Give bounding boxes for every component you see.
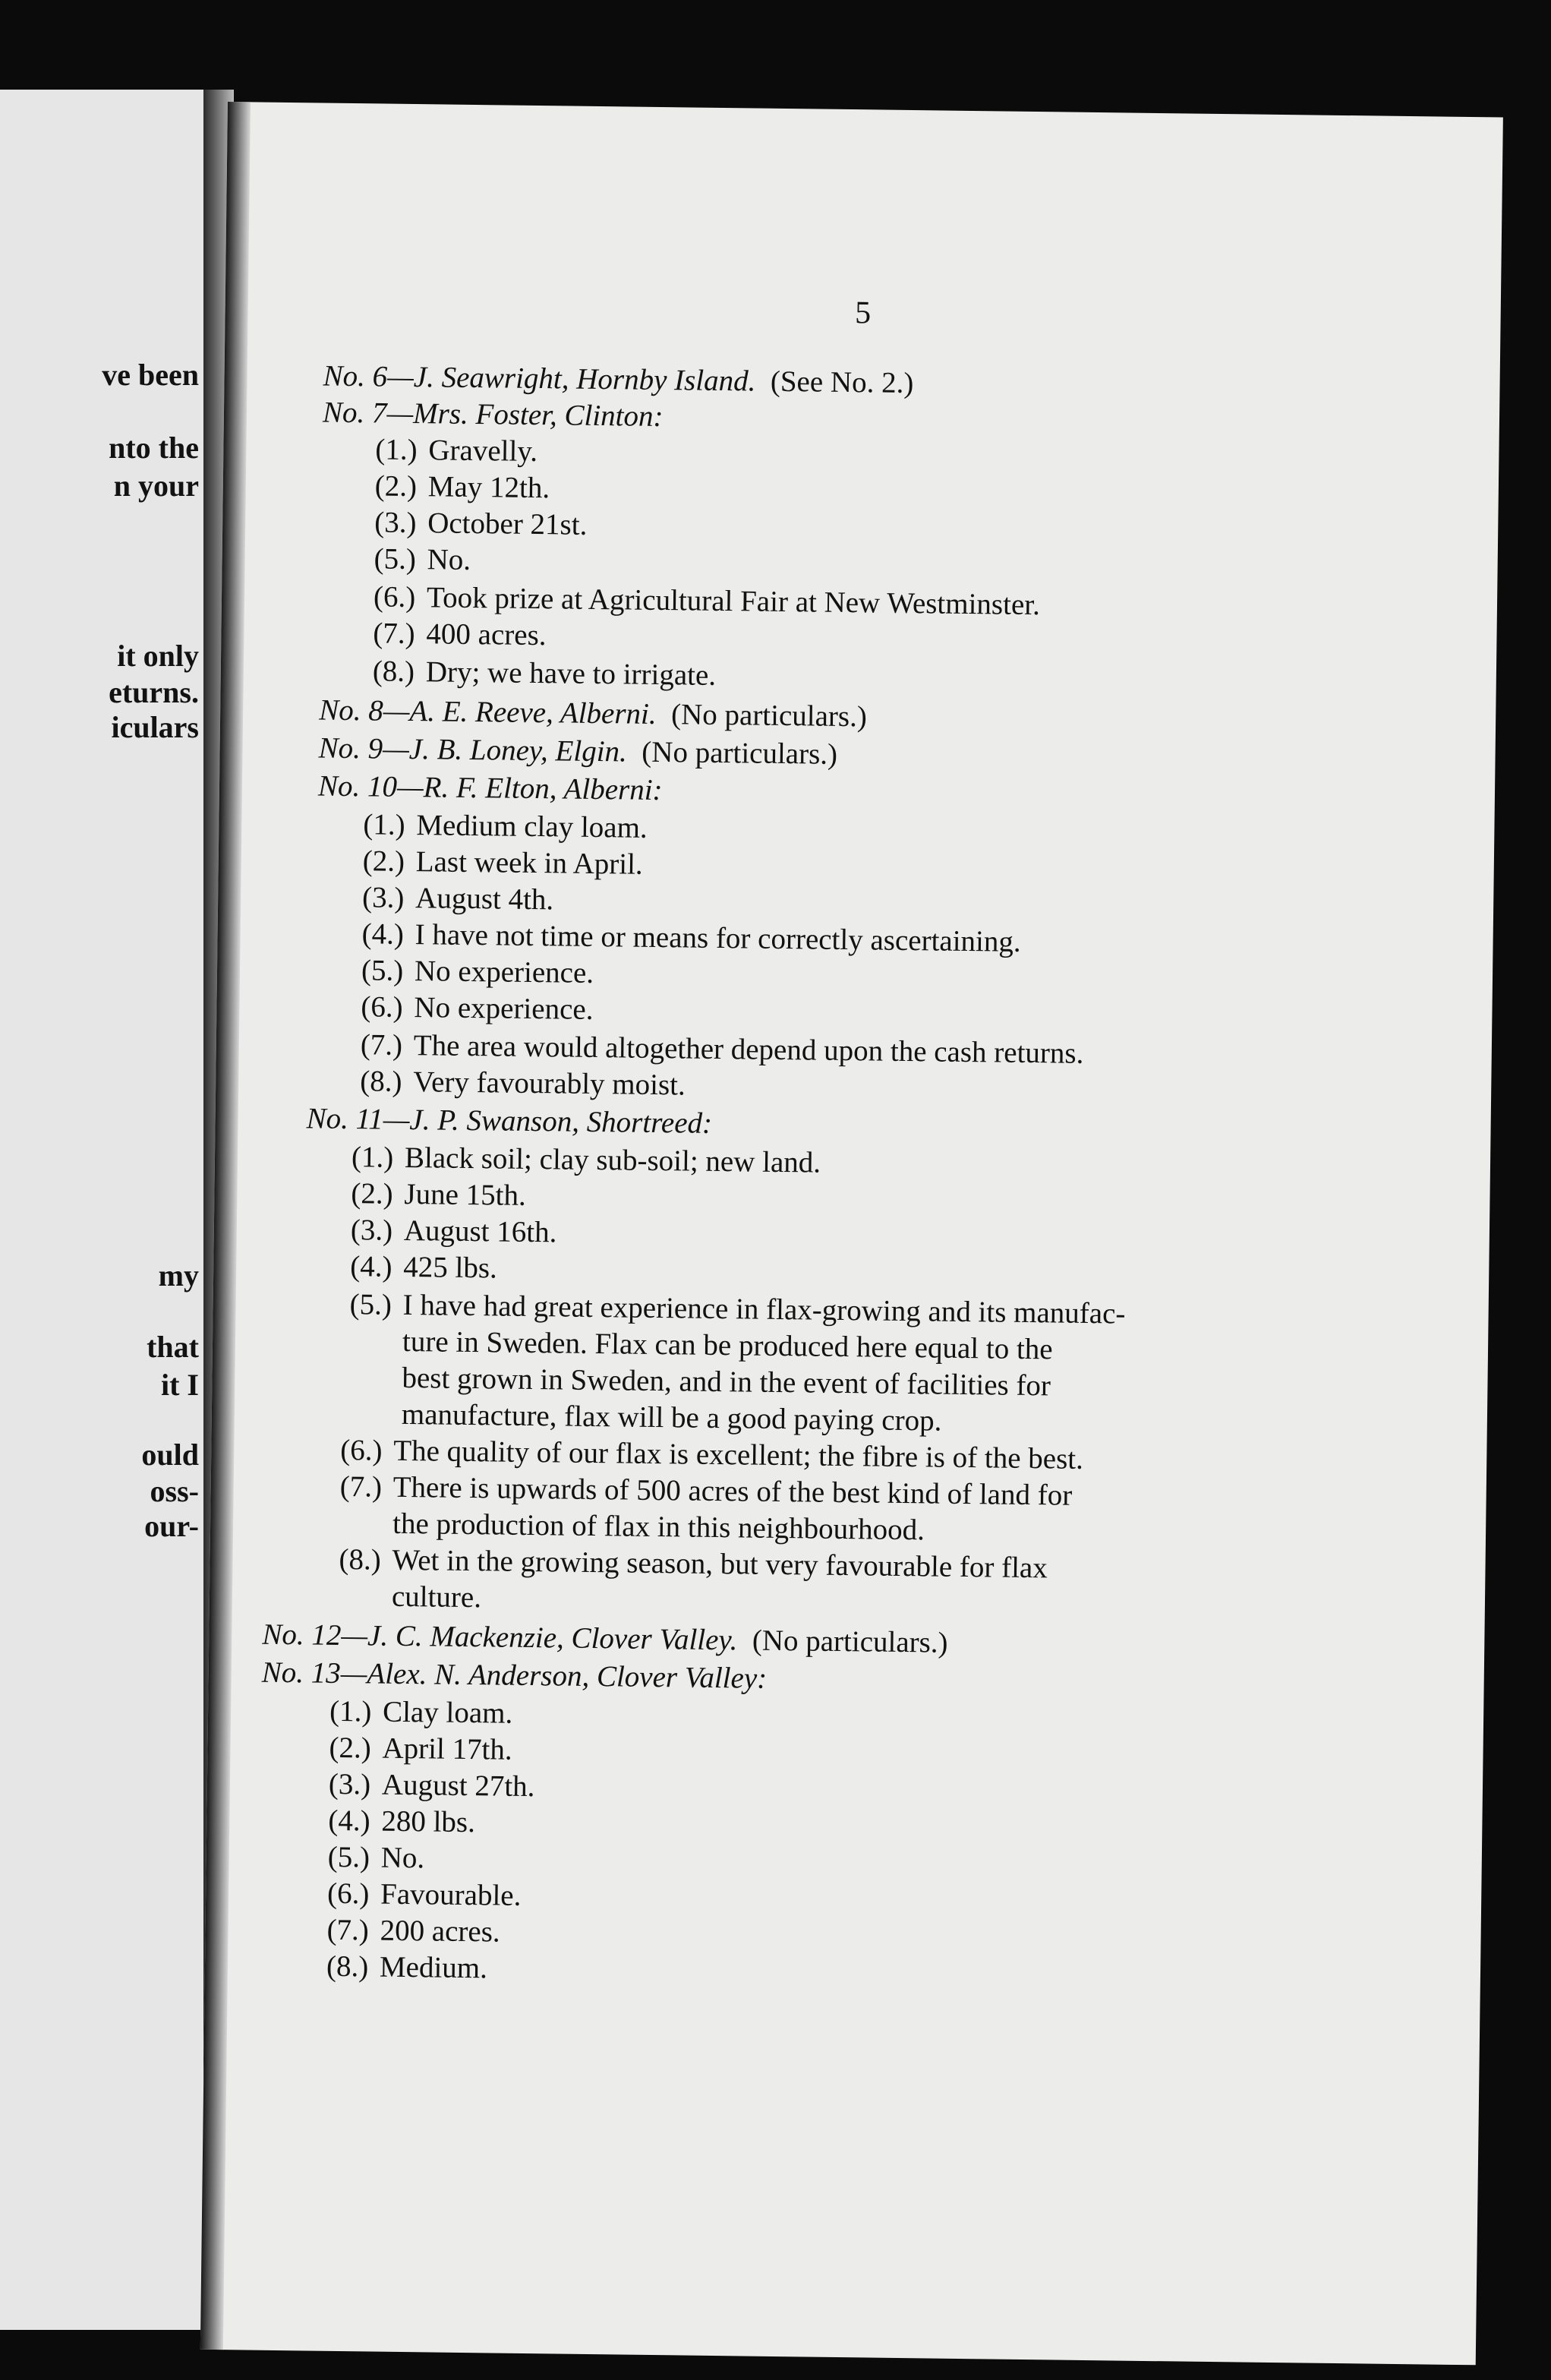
answer-line xyxy=(361,1030,1084,1068)
answer-number: (5.) xyxy=(349,1288,392,1321)
answer-line xyxy=(375,471,550,503)
answer-text: No. xyxy=(427,543,471,576)
answer-text: No experience. xyxy=(414,991,594,1026)
answer-number: (2.) xyxy=(329,1731,372,1765)
answer-text: The quality of our flax is excellent; the fibre is of the best. xyxy=(393,1434,1084,1476)
answer-number xyxy=(348,1423,402,1424)
answer-text: April 17th. xyxy=(382,1731,512,1766)
answer-line xyxy=(351,1142,821,1178)
answer-line xyxy=(375,433,538,469)
answer-number: (6.) xyxy=(340,1433,383,1467)
answer-line xyxy=(328,1842,425,1873)
answer-number: (2.) xyxy=(362,844,405,878)
entry-heading xyxy=(323,361,913,398)
answer-continuation xyxy=(339,1508,925,1545)
answer-text: The area would altogether depend upon the cash returns. xyxy=(413,1029,1084,1070)
answer-number: (4.) xyxy=(350,1250,392,1283)
answer-text: 280 lbs. xyxy=(381,1804,476,1839)
answer-number: (6.) xyxy=(326,1877,370,1911)
answer-number: (3.) xyxy=(328,1767,371,1801)
document-page xyxy=(200,102,1503,2365)
answer-number: (7.) xyxy=(339,1469,383,1504)
answer-number: (7.) xyxy=(326,1913,370,1947)
answer-number: (6.) xyxy=(373,580,416,614)
entry-number: No. 10— xyxy=(317,769,424,804)
answer-text: Dry; we have to irrigate. xyxy=(425,655,717,692)
answer-text: August 27th. xyxy=(381,1768,535,1804)
entry-number: No. 12— xyxy=(262,1618,368,1652)
entry-name: Mrs. Foster, Clinton: xyxy=(412,397,664,434)
answer-number: (2.) xyxy=(351,1177,393,1211)
answer-line xyxy=(374,507,588,539)
answer-number: (5.) xyxy=(374,542,417,576)
answer-number: (8.) xyxy=(372,655,415,689)
entry-number: No. 11— xyxy=(306,1102,410,1137)
answer-line xyxy=(328,1767,535,1804)
answer-text: Clay loam. xyxy=(382,1695,513,1730)
answer-line xyxy=(326,1949,488,1985)
answer-line xyxy=(361,881,554,917)
facing-page-text: it only xyxy=(117,639,199,673)
entry-note: (See No. 2.) xyxy=(770,365,914,400)
entry-heading xyxy=(318,731,838,771)
answer-text: the production of flax in this neighbourhood. xyxy=(392,1507,925,1547)
answer-line xyxy=(339,1542,1048,1585)
answer-number: (1.) xyxy=(375,433,418,467)
entry-name: R. F. Elton, Alberni: xyxy=(423,771,663,807)
answer-number: (8.) xyxy=(359,1065,402,1098)
answer-number: (1.) xyxy=(329,1694,372,1728)
answer-number xyxy=(339,1532,392,1533)
answer-number: (6.) xyxy=(361,990,403,1024)
answer-number: (7.) xyxy=(373,617,415,651)
answer-line xyxy=(349,1289,1125,1328)
facing-page-text: it I xyxy=(161,1368,199,1402)
answer-line xyxy=(373,656,717,690)
entry-number: No. 8— xyxy=(318,693,410,728)
entry-heading xyxy=(306,1103,712,1138)
answer-line xyxy=(373,618,547,650)
entry-number: No. 7— xyxy=(322,396,414,431)
facing-page-text: ve been xyxy=(102,358,199,392)
answer-text: Wet in the growing season, but very favourable for flax xyxy=(392,1543,1048,1585)
entry-name: A. E. Reeve, Alberni. xyxy=(409,694,657,731)
answer-number: (4.) xyxy=(328,1804,370,1838)
answer-text: manufacture, flax will be a good paying crop. xyxy=(401,1397,942,1438)
facing-page-text: eturns. xyxy=(109,675,199,709)
page-number: 5 xyxy=(854,295,872,331)
entry-name: J. Seawright, Hornby Island. xyxy=(413,361,756,398)
answer-line xyxy=(374,582,1040,620)
answer-text: There is upwards of 500 acres of the best kind of land for xyxy=(392,1470,1073,1512)
answer-continuation xyxy=(348,1361,1051,1403)
answer-text: 425 lbs. xyxy=(403,1250,498,1285)
answer-line xyxy=(351,1179,526,1211)
entry-heading xyxy=(318,693,868,734)
facing-page-text: ould xyxy=(141,1438,199,1472)
answer-text: No. xyxy=(380,1841,425,1875)
answer-text: Black soil; clay sub-soil; new land. xyxy=(404,1141,821,1179)
answer-line xyxy=(363,810,648,843)
entry-heading xyxy=(262,1620,948,1658)
answer-text: culture. xyxy=(391,1580,482,1615)
answer-continuation xyxy=(348,1399,942,1436)
facing-page xyxy=(0,90,208,2330)
answer-text: I have not time or means for correctly ascertaining. xyxy=(415,918,1021,958)
answer-text: 400 acres. xyxy=(426,617,547,652)
answer-line xyxy=(350,1252,497,1283)
entry-name: Alex. N. Anderson, Clover Valley: xyxy=(367,1657,768,1695)
answer-line xyxy=(329,1733,512,1765)
answer-text: I have had great experience in flax-growing and its manufac- xyxy=(402,1288,1126,1330)
answer-text: best grown in Sweden, and in the event of facilities for xyxy=(402,1361,1051,1403)
answer-line xyxy=(326,1915,500,1947)
entry-name: J. B. Loney, Elgin. xyxy=(408,732,628,769)
answer-continuation xyxy=(349,1326,1053,1364)
answer-text: Medium clay loam. xyxy=(416,809,648,844)
answer-text: Last week in April. xyxy=(415,845,643,881)
answer-line xyxy=(361,919,1021,957)
answer-number xyxy=(349,1350,402,1351)
facing-page-text: that xyxy=(147,1330,199,1364)
answer-line xyxy=(329,1694,513,1730)
entry-number: No. 9— xyxy=(318,731,410,765)
answer-number: (3.) xyxy=(374,506,417,540)
answer-number: (2.) xyxy=(374,469,418,503)
answer-text: Favourable. xyxy=(380,1877,522,1912)
answer-line xyxy=(374,544,471,575)
answer-line xyxy=(360,1066,686,1100)
answer-text: October 21st. xyxy=(427,507,588,541)
answer-number: (8.) xyxy=(326,1949,369,1984)
answer-line xyxy=(363,846,643,879)
answer-text: Gravelly. xyxy=(428,434,538,469)
entry-heading xyxy=(322,396,664,434)
answer-number xyxy=(339,1605,392,1606)
facing-page-text: oss- xyxy=(150,1474,199,1508)
facing-page-text: n your xyxy=(113,469,199,503)
entry-heading xyxy=(261,1658,767,1693)
answer-line xyxy=(351,1215,557,1247)
answer-line xyxy=(328,1806,475,1837)
answer-text: June 15th. xyxy=(404,1177,527,1212)
entry-note: (No particulars.) xyxy=(752,1624,948,1659)
answer-number: (7.) xyxy=(360,1028,403,1062)
answer-line xyxy=(327,1879,522,1911)
answer-number: (5.) xyxy=(361,954,404,987)
answer-number: (8.) xyxy=(339,1542,382,1577)
facing-page-text: iculars xyxy=(111,710,199,744)
answer-continuation xyxy=(339,1580,482,1615)
entry-note: (No particulars.) xyxy=(670,698,868,734)
entry-number: No. 13— xyxy=(261,1656,367,1690)
answer-text: Took prize at Agricultural Fair at New Westminster. xyxy=(426,581,1041,622)
facing-page-text: my xyxy=(158,1258,199,1293)
entry-number: No. 6— xyxy=(323,359,415,394)
answer-line xyxy=(340,1435,1083,1474)
answer-number: (3.) xyxy=(361,881,405,914)
answer-number: (3.) xyxy=(350,1214,393,1247)
answer-text: May 12th. xyxy=(427,470,550,505)
entry-name: J. P. Swanson, Shortreed: xyxy=(409,1103,713,1140)
answer-line xyxy=(361,992,594,1024)
answer-text: No experience. xyxy=(414,955,594,990)
answer-number: (1.) xyxy=(363,808,405,841)
answer-line xyxy=(339,1469,1073,1512)
facing-page-text: our- xyxy=(144,1509,199,1543)
answer-text: Very favourably moist. xyxy=(412,1065,686,1102)
answer-text: 200 acres. xyxy=(380,1914,500,1949)
answer-number: (1.) xyxy=(351,1141,394,1174)
answer-number: (4.) xyxy=(361,917,405,951)
answer-line xyxy=(361,955,594,988)
facing-page-text: nto the xyxy=(109,431,199,465)
entry-note: (No particulars.) xyxy=(642,735,838,771)
answer-text: August 4th. xyxy=(415,882,554,917)
entry-name: J. C. Mackenzie, Clover Valley. xyxy=(367,1619,738,1657)
answer-text: Medium. xyxy=(379,1950,488,1985)
answer-text: ture in Sweden. Flax can be produced here equal to the xyxy=(402,1324,1053,1366)
answer-number: (5.) xyxy=(327,1840,370,1874)
answer-text: August 16th. xyxy=(403,1214,557,1249)
entry-heading xyxy=(317,769,663,807)
